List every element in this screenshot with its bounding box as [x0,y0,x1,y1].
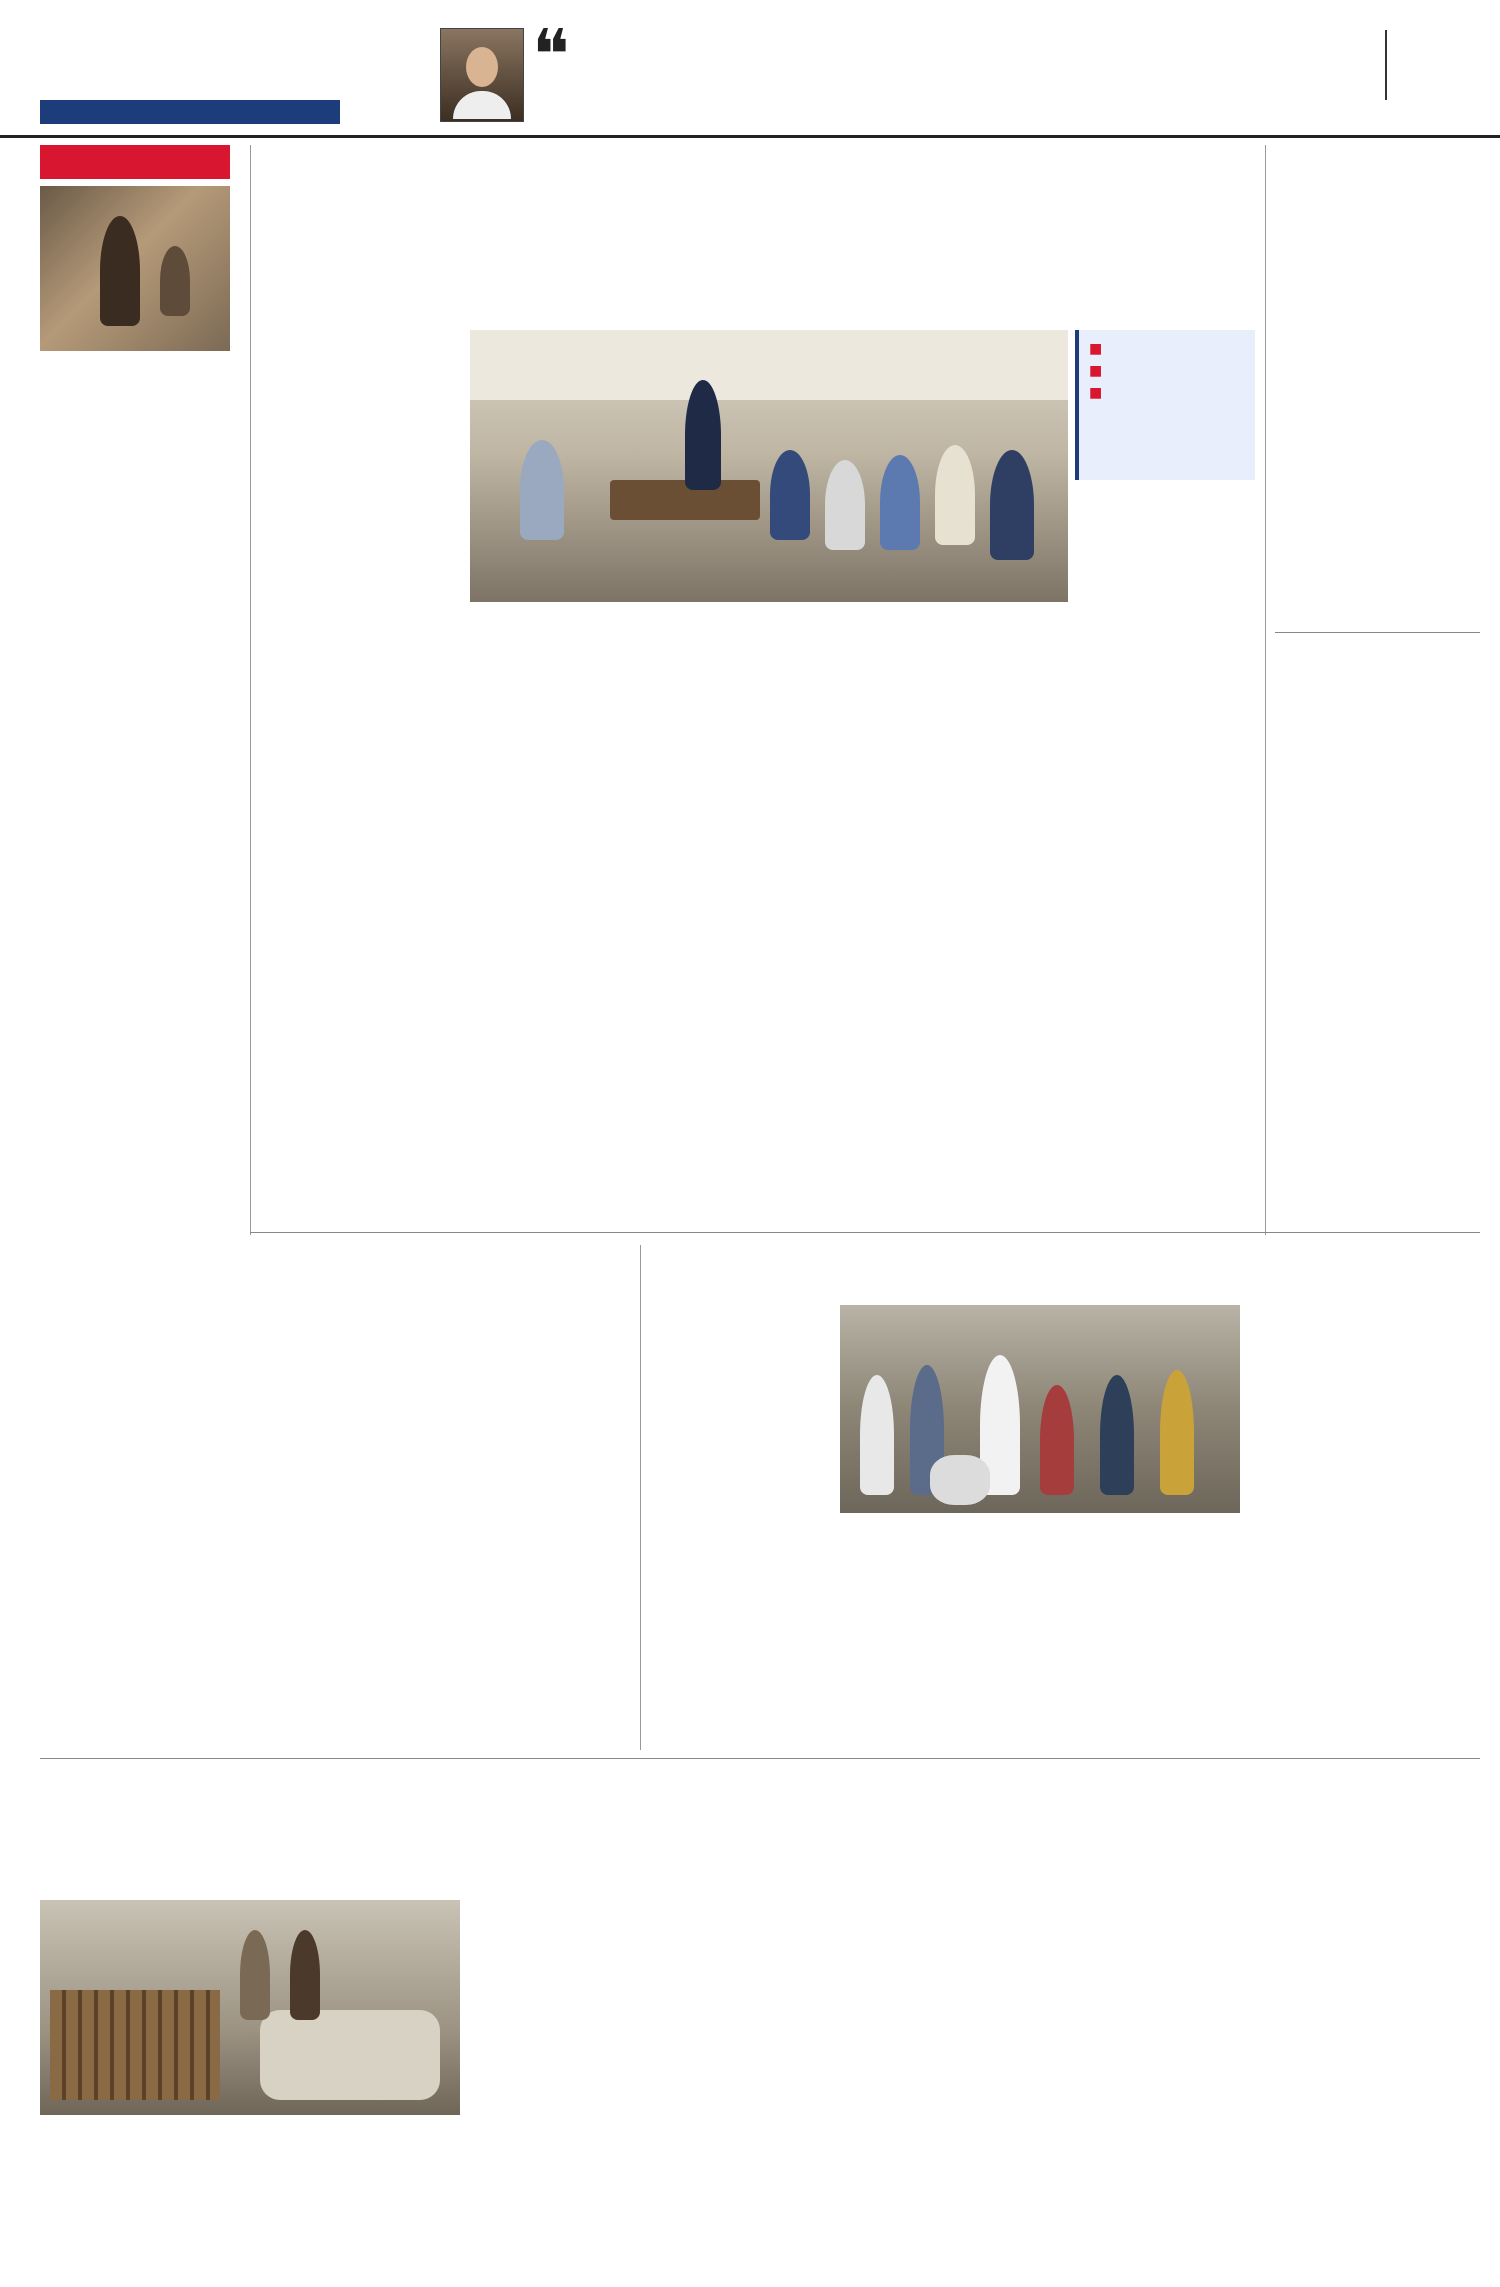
shakespeare-portrait [440,28,524,122]
polythene-ban-col1 [655,1325,830,1750]
highlight-item [1089,360,1245,382]
lead-meeting-photo [470,330,1068,602]
rpf-body-col2 [450,1345,630,1750]
polythene-raid-photo [840,1305,1240,1513]
edition-dateline [40,100,340,124]
lead-highlights-box [1075,330,1255,480]
column-rule [250,145,251,1235]
lead-body-col2 [470,630,615,1220]
highlight-item [1089,382,1245,404]
brief-body [40,460,240,1230]
column-rule [640,1245,641,1750]
section-rule [40,1758,1480,1759]
masthead [0,0,1500,138]
rpf-body-col1 [265,1365,440,1750]
story-rule [1275,632,1480,633]
lead-body-col4 [780,630,920,1220]
section-rule [250,1232,1480,1233]
polythene-ban-col2 [840,1538,1240,1750]
pipe-laying-photo [40,186,230,351]
pipe-burst-body [1275,228,1480,628]
brief-section-tag [40,145,230,179]
lead-body-col1 [265,322,460,1222]
lead-body-col5 [930,630,1065,1220]
lead-body-col3 [625,630,770,1220]
highlight-item [1089,338,1245,360]
polythene-ban-col3 [1250,1305,1480,1750]
column-rule [1265,145,1266,1235]
seized-wood-photo [40,1900,460,2115]
page-number [1385,30,1409,100]
quote-mark-icon: ❝ [532,14,570,96]
polythene-seize-body [1275,722,1480,1232]
lead-body-col6 [1075,490,1255,1220]
